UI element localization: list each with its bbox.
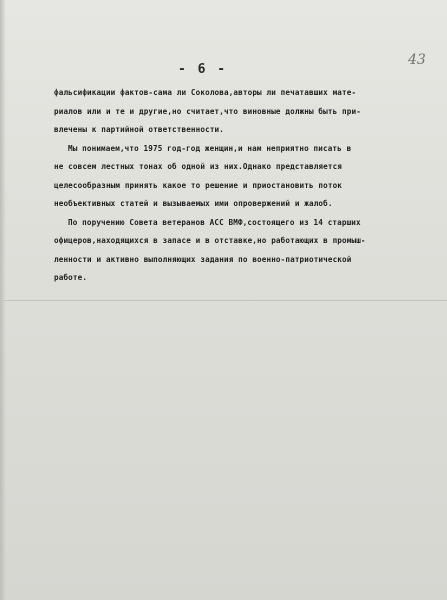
- text-line: риалов или и те и другие,но считает,что виновные должны быть при-: [54, 106, 361, 116]
- archive-number: 43: [408, 52, 426, 68]
- text-line: не совсем лестных тонах об одной из них.Однако представляется: [54, 162, 343, 171]
- text-line: целесообразным принять какое то решение и приостановить поток: [54, 180, 343, 190]
- page-number: - 6 -: [178, 62, 228, 77]
- body-text: [54, 84, 414, 288]
- text-line: фальсификации фактов-сама ли Соколова,авторы ли печатавших мате-: [54, 88, 357, 97]
- text-line: работе.: [54, 273, 88, 282]
- text-line: офицеров,находящихся в запасе и в отставке,но работающих в промыш-: [54, 236, 366, 245]
- text-line: необъективных статей и вызываемых ими опровержений и жалоб.: [54, 199, 333, 208]
- text-line: ленности и активно выполняющих задания по военно-патриотической: [54, 254, 352, 264]
- paragraph-start-line: По поручению Совета ветеранов АСС ВМФ,состоящего из 14 старших: [68, 217, 361, 227]
- paragraph-start-line: Мы понимаем,что 1975 год-год женщин,и нам неприятно писать в: [68, 143, 352, 153]
- text-line: влечены к партийной ответственности.: [54, 125, 224, 134]
- page-fold-line: [0, 300, 447, 301]
